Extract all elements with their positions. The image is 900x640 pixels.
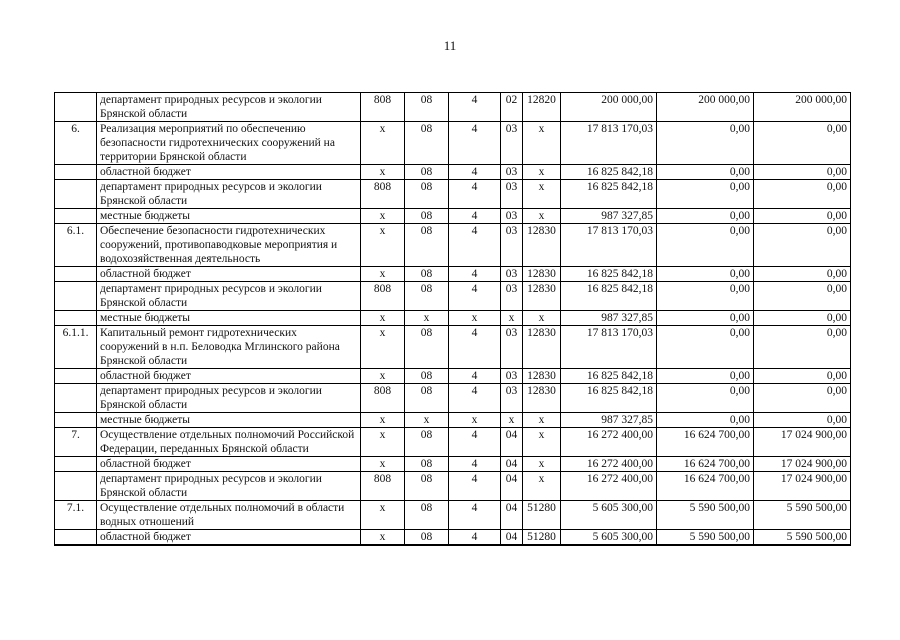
- row-name: местные бюджеты: [97, 311, 361, 326]
- row-number: [55, 413, 97, 428]
- cell-subsection: 4: [449, 224, 501, 267]
- cell-amount-year2: 0,00: [657, 384, 754, 413]
- cell-target-code: х: [523, 311, 561, 326]
- cell-subsection: 4: [449, 282, 501, 311]
- cell-program: 02: [501, 93, 523, 122]
- cell-subsection: 4: [449, 93, 501, 122]
- cell-grbs: 808: [361, 93, 405, 122]
- row-name: Реализация мероприятий по обеспечению безопасности гидротехнических сооружений на территории Брянской области: [97, 122, 361, 165]
- cell-program: х: [501, 413, 523, 428]
- cell-section: 08: [405, 501, 449, 530]
- table-row: [55, 209, 851, 224]
- row-name: департамент природных ресурсов и экологии Брянской области: [97, 282, 361, 311]
- table-row: [55, 457, 851, 472]
- page-number: 11: [443, 38, 457, 53]
- row-name: областной бюджет: [97, 457, 361, 472]
- table-row: [55, 224, 851, 267]
- cell-amount-year2: 16 624 700,00: [657, 428, 754, 457]
- cell-amount-year3: 0,00: [754, 282, 851, 311]
- cell-target-code: х: [523, 428, 561, 457]
- cell-subsection: 4: [449, 428, 501, 457]
- row-name: департамент природных ресурсов и экологии Брянской области: [97, 384, 361, 413]
- cell-amount-year3: 0,00: [754, 369, 851, 384]
- cell-amount-year3: 200 000,00: [754, 93, 851, 122]
- cell-section: 08: [405, 165, 449, 180]
- cell-section: 08: [405, 224, 449, 267]
- cell-program: 03: [501, 384, 523, 413]
- budget-table: [54, 92, 851, 546]
- cell-grbs: х: [361, 413, 405, 428]
- table-row: [55, 326, 851, 369]
- cell-grbs: х: [361, 530, 405, 546]
- table-row: [55, 267, 851, 282]
- row-name: департамент природных ресурсов и экологии Брянской области: [97, 93, 361, 122]
- cell-section: 08: [405, 369, 449, 384]
- cell-grbs: 808: [361, 180, 405, 209]
- cell-target-code: 12830: [523, 369, 561, 384]
- cell-section: 08: [405, 267, 449, 282]
- row-name: Осуществление отдельных полномочий в области водных отношений: [97, 501, 361, 530]
- cell-subsection: 4: [449, 457, 501, 472]
- row-number: [55, 93, 97, 122]
- row-number: [55, 457, 97, 472]
- cell-amount-year3: 0,00: [754, 267, 851, 282]
- row-number: [55, 530, 97, 546]
- cell-grbs: х: [361, 165, 405, 180]
- cell-subsection: 4: [449, 122, 501, 165]
- cell-amount-year1: 200 000,00: [561, 93, 657, 122]
- cell-section: 08: [405, 384, 449, 413]
- cell-target-code: х: [523, 472, 561, 501]
- cell-program: 04: [501, 501, 523, 530]
- cell-amount-year1: 987 327,85: [561, 311, 657, 326]
- row-number: [55, 282, 97, 311]
- cell-target-code: 12830: [523, 384, 561, 413]
- table-row: [55, 180, 851, 209]
- row-name: областной бюджет: [97, 369, 361, 384]
- cell-grbs: х: [361, 267, 405, 282]
- cell-subsection: 4: [449, 501, 501, 530]
- table-row: [55, 282, 851, 311]
- cell-amount-year3: 0,00: [754, 311, 851, 326]
- cell-subsection: 4: [449, 267, 501, 282]
- cell-target-code: 12830: [523, 326, 561, 369]
- cell-program: 03: [501, 369, 523, 384]
- cell-amount-year2: 0,00: [657, 413, 754, 428]
- cell-subsection: 4: [449, 165, 501, 180]
- cell-amount-year2: 0,00: [657, 311, 754, 326]
- cell-grbs: х: [361, 369, 405, 384]
- cell-amount-year3: 0,00: [754, 180, 851, 209]
- cell-target-code: 12830: [523, 267, 561, 282]
- table-row: [55, 165, 851, 180]
- cell-amount-year3: 17 024 900,00: [754, 472, 851, 501]
- cell-target-code: х: [523, 165, 561, 180]
- row-number: [55, 209, 97, 224]
- cell-amount-year3: 5 590 500,00: [754, 501, 851, 530]
- cell-amount-year3: 0,00: [754, 384, 851, 413]
- cell-target-code: х: [523, 457, 561, 472]
- cell-program: 04: [501, 530, 523, 546]
- cell-target-code: 12830: [523, 224, 561, 267]
- cell-amount-year2: 0,00: [657, 282, 754, 311]
- cell-grbs: х: [361, 122, 405, 165]
- cell-amount-year1: 987 327,85: [561, 413, 657, 428]
- cell-amount-year1: 16 825 842,18: [561, 180, 657, 209]
- cell-section: х: [405, 413, 449, 428]
- row-number: [55, 472, 97, 501]
- cell-amount-year2: 0,00: [657, 267, 754, 282]
- cell-amount-year1: 16 825 842,18: [561, 165, 657, 180]
- row-number: [55, 311, 97, 326]
- table-row: [55, 384, 851, 413]
- cell-grbs: х: [361, 501, 405, 530]
- cell-grbs: х: [361, 457, 405, 472]
- cell-subsection: 4: [449, 369, 501, 384]
- row-name: Капитальный ремонт гидротехнических сооружений в н.п. Беловодка Мглинского района Брянской области: [97, 326, 361, 369]
- cell-amount-year2: 5 590 500,00: [657, 530, 754, 546]
- row-name: областной бюджет: [97, 530, 361, 546]
- cell-subsection: 4: [449, 326, 501, 369]
- cell-grbs: х: [361, 326, 405, 369]
- cell-target-code: 51280: [523, 501, 561, 530]
- cell-section: 08: [405, 282, 449, 311]
- cell-grbs: х: [361, 428, 405, 457]
- row-name: местные бюджеты: [97, 209, 361, 224]
- cell-program: 03: [501, 267, 523, 282]
- table-row: [55, 369, 851, 384]
- table-row: [55, 428, 851, 457]
- cell-section: 08: [405, 472, 449, 501]
- cell-section: 08: [405, 180, 449, 209]
- cell-amount-year3: 5 590 500,00: [754, 530, 851, 546]
- cell-target-code: х: [523, 180, 561, 209]
- table-row: [55, 93, 851, 122]
- cell-grbs: х: [361, 311, 405, 326]
- row-number: 6.1.1.: [55, 326, 97, 369]
- cell-section: 08: [405, 530, 449, 546]
- row-number: 7.1.: [55, 501, 97, 530]
- cell-program: 03: [501, 180, 523, 209]
- row-name: Осуществление отдельных полномочий Российской Федерации, переданных Брянской области: [97, 428, 361, 457]
- cell-amount-year2: 200 000,00: [657, 93, 754, 122]
- cell-grbs: 808: [361, 282, 405, 311]
- row-name: областной бюджет: [97, 165, 361, 180]
- cell-subsection: 4: [449, 472, 501, 501]
- cell-program: 03: [501, 122, 523, 165]
- table-row: [55, 311, 851, 326]
- cell-subsection: 4: [449, 209, 501, 224]
- cell-grbs: х: [361, 209, 405, 224]
- cell-section: 08: [405, 457, 449, 472]
- cell-subsection: 4: [449, 530, 501, 546]
- cell-amount-year1: 17 813 170,03: [561, 326, 657, 369]
- table-row: [55, 530, 851, 546]
- row-number: [55, 180, 97, 209]
- cell-amount-year1: 16 825 842,18: [561, 267, 657, 282]
- row-name: областной бюджет: [97, 267, 361, 282]
- cell-amount-year1: 5 605 300,00: [561, 501, 657, 530]
- cell-amount-year1: 16 272 400,00: [561, 428, 657, 457]
- cell-amount-year1: 17 813 170,03: [561, 224, 657, 267]
- cell-amount-year2: 0,00: [657, 224, 754, 267]
- cell-program: 04: [501, 472, 523, 501]
- cell-section: 08: [405, 93, 449, 122]
- cell-subsection: х: [449, 311, 501, 326]
- cell-grbs: х: [361, 224, 405, 267]
- cell-amount-year3: 0,00: [754, 209, 851, 224]
- cell-amount-year2: 5 590 500,00: [657, 501, 754, 530]
- cell-amount-year3: 0,00: [754, 122, 851, 165]
- cell-amount-year1: 16 272 400,00: [561, 472, 657, 501]
- cell-program: 04: [501, 457, 523, 472]
- row-number: [55, 165, 97, 180]
- row-number: [55, 267, 97, 282]
- cell-amount-year3: 17 024 900,00: [754, 457, 851, 472]
- cell-amount-year1: 16 825 842,18: [561, 282, 657, 311]
- cell-subsection: 4: [449, 384, 501, 413]
- cell-section: х: [405, 311, 449, 326]
- cell-amount-year1: 17 813 170,03: [561, 122, 657, 165]
- cell-section: 08: [405, 428, 449, 457]
- row-name: местные бюджеты: [97, 413, 361, 428]
- row-number: 6.1.: [55, 224, 97, 267]
- cell-target-code: 12830: [523, 282, 561, 311]
- cell-section: 08: [405, 209, 449, 224]
- cell-target-code: 12820: [523, 93, 561, 122]
- table-row: [55, 122, 851, 165]
- cell-program: 03: [501, 282, 523, 311]
- cell-subsection: 4: [449, 180, 501, 209]
- cell-target-code: х: [523, 209, 561, 224]
- cell-section: 08: [405, 122, 449, 165]
- cell-amount-year3: 17 024 900,00: [754, 428, 851, 457]
- cell-grbs: 808: [361, 384, 405, 413]
- row-name: департамент природных ресурсов и экологии Брянской области: [97, 180, 361, 209]
- cell-program: 03: [501, 326, 523, 369]
- cell-amount-year2: 16 624 700,00: [657, 472, 754, 501]
- row-name: департамент природных ресурсов и экологии Брянской области: [97, 472, 361, 501]
- cell-program: х: [501, 311, 523, 326]
- cell-grbs: 808: [361, 472, 405, 501]
- cell-program: 03: [501, 224, 523, 267]
- cell-amount-year3: 0,00: [754, 165, 851, 180]
- cell-program: 03: [501, 165, 523, 180]
- cell-program: 04: [501, 428, 523, 457]
- cell-amount-year1: 16 272 400,00: [561, 457, 657, 472]
- cell-amount-year3: 0,00: [754, 326, 851, 369]
- cell-amount-year1: 16 825 842,18: [561, 384, 657, 413]
- cell-amount-year2: 0,00: [657, 369, 754, 384]
- cell-amount-year2: 0,00: [657, 209, 754, 224]
- cell-target-code: х: [523, 413, 561, 428]
- cell-amount-year2: 0,00: [657, 122, 754, 165]
- row-number: 6.: [55, 122, 97, 165]
- table-row: [55, 472, 851, 501]
- cell-subsection: х: [449, 413, 501, 428]
- cell-amount-year2: 16 624 700,00: [657, 457, 754, 472]
- table-body: [55, 93, 851, 546]
- row-name: Обеспечение безопасности гидротехнических сооружений, противопаводковые мероприятия и водохозяйственная деятельность: [97, 224, 361, 267]
- cell-program: 03: [501, 209, 523, 224]
- cell-amount-year1: 987 327,85: [561, 209, 657, 224]
- cell-amount-year1: 16 825 842,18: [561, 369, 657, 384]
- row-number: 7.: [55, 428, 97, 457]
- table-row: [55, 413, 851, 428]
- cell-amount-year2: 0,00: [657, 180, 754, 209]
- cell-amount-year3: 0,00: [754, 413, 851, 428]
- row-number: [55, 384, 97, 413]
- table-row: [55, 501, 851, 530]
- row-number: [55, 369, 97, 384]
- cell-amount-year2: 0,00: [657, 165, 754, 180]
- cell-target-code: 51280: [523, 530, 561, 546]
- cell-target-code: х: [523, 122, 561, 165]
- cell-amount-year3: 0,00: [754, 224, 851, 267]
- cell-amount-year2: 0,00: [657, 326, 754, 369]
- cell-section: 08: [405, 326, 449, 369]
- cell-amount-year1: 5 605 300,00: [561, 530, 657, 546]
